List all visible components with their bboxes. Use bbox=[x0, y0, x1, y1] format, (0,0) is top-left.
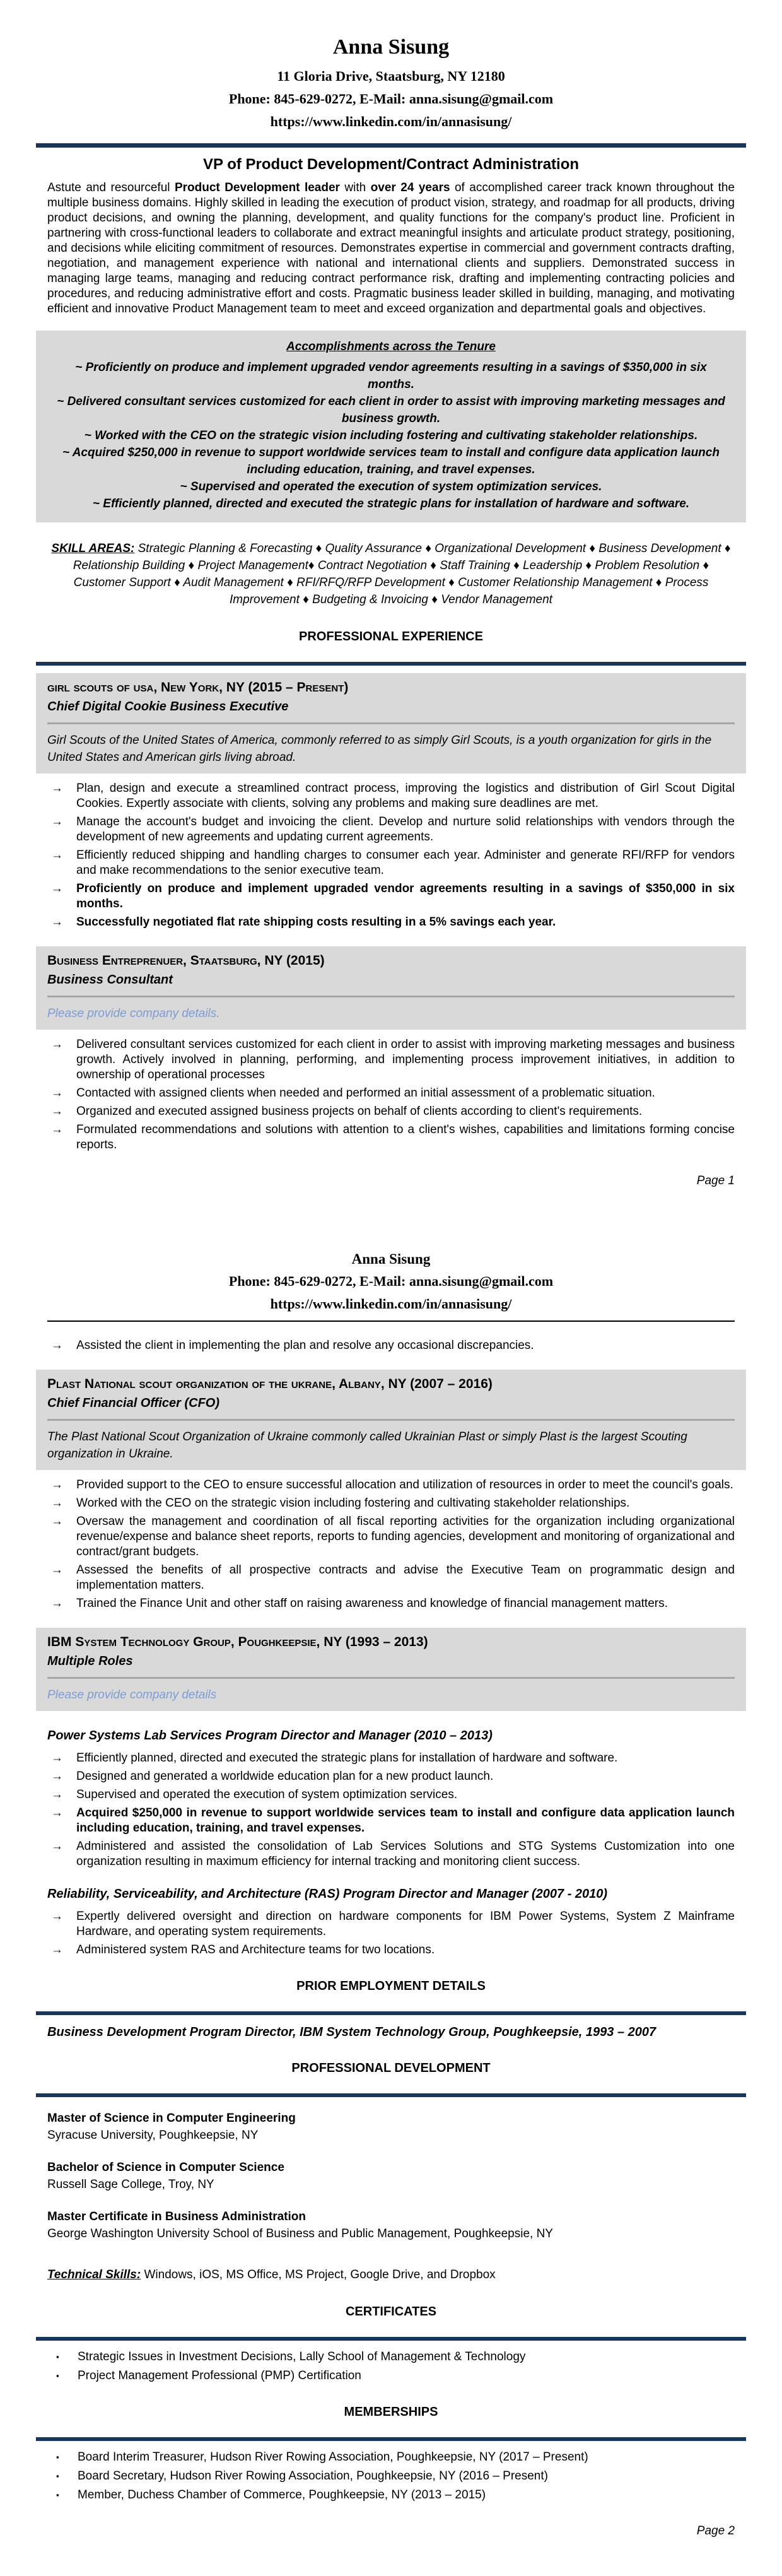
bullet-text: Efficiently planned, directed and executed the strategic plans for installation of hardware and software. bbox=[76, 1751, 618, 1765]
bullet-text: Successfully negotiated flat rate shipping costs resulting in a 5% savings each year. bbox=[76, 915, 556, 929]
resume-title: VP of Product Development/Contract Administration bbox=[202, 156, 580, 173]
bullet-item bbox=[47, 1787, 735, 1803]
summary-bold-run: Product Development leader bbox=[174, 181, 340, 194]
technical-skills-text: Windows, iOS, MS Office, MS Project, Google Drive, and Dropbox bbox=[141, 2268, 496, 2281]
accomplishments-box bbox=[36, 331, 746, 522]
memberships-list bbox=[47, 2450, 735, 2503]
education-entry bbox=[47, 2208, 735, 2242]
job-header-block bbox=[36, 1628, 746, 1711]
candidate-phone-email: Phone: 845-629-0272, E-Mail: anna.sisung@gmail.com bbox=[228, 91, 554, 107]
arrow-bullet-icon: → bbox=[51, 1806, 63, 1820]
education-degree: Bachelor of Science in Computer Science bbox=[47, 2161, 284, 2174]
education-school: Syracuse University, Poughkeepsie, NY bbox=[47, 2129, 259, 2142]
bullet-text: Assessed the benefits of all prospective contracts and advise the Executive Team on programmatic design and implementation matters. bbox=[76, 1563, 735, 1592]
job-header-block bbox=[36, 946, 746, 1030]
square-list-item bbox=[47, 2350, 735, 2365]
bullet-item bbox=[47, 1943, 735, 1958]
education-degree: Master of Science in Computer Engineering bbox=[47, 2112, 296, 2125]
accomplishments-title: Accomplishments across the Tenure bbox=[286, 340, 496, 353]
page1-header bbox=[47, 35, 735, 133]
job-header-divider bbox=[47, 1419, 735, 1421]
job-header-divider bbox=[47, 722, 735, 724]
bullet-item bbox=[47, 848, 735, 878]
bullet-item bbox=[47, 1751, 735, 1766]
bullet-item bbox=[47, 1086, 735, 1101]
summary-text-run: Astute and resourceful bbox=[47, 181, 175, 194]
square-bullet-icon: ▪ bbox=[56, 2352, 59, 2361]
job-section bbox=[47, 1628, 735, 1958]
arrow-bullet-icon: → bbox=[51, 1597, 63, 1610]
accomplishment-item: ~ Worked with the CEO on the strategic vision including fostering and cultivating stakeholder relationships. bbox=[84, 429, 698, 442]
job-organization: Business Entreprenuer, Staatsburg, NY (2015) bbox=[47, 953, 325, 968]
arrow-bullet-icon: → bbox=[51, 1840, 63, 1853]
subrole-title: Reliability, Serviceability, and Architecture (RAS) Program Director and Manager (2007 - 2010) bbox=[47, 1887, 608, 1901]
arrow-bullet-icon: → bbox=[51, 1038, 63, 1051]
bullet-item bbox=[47, 1037, 735, 1083]
bullet-text: Organized and executed assigned business projects on behalf of clients according to client's requirements. bbox=[76, 1105, 643, 1118]
education-entry bbox=[47, 2110, 735, 2144]
arrow-bullet-icon: → bbox=[51, 1943, 63, 1956]
bullet-item bbox=[47, 1104, 735, 1119]
job-header-block bbox=[36, 673, 746, 773]
summary-text-run: of accomplished career track known throughout the multiple business domains. Highly skilled in leading the execution of product vision, strategy, and roadmap for all products, driving product decisions, and owning the planning, development, and quality functions for the company's product line. Proficient in partnering with cross-functional leaders to collaborate and extract meaningful insights and articulate product strategy, positioning, and decisions while eliciting commitment of resources. Demonstrates expertise in commercial and government contracts drafting, negotiation, and management experience with national and international clients and suppliers. Demonstrated success in managing large teams, managing and reducing contract performance risk, drafting and implementing contracting policies and procedures, and reducing administrative effort and costs. Pragmatic business leader skilled in building, managing, and motivating efficient and innovative Product Management team to meet and exceed organization and departmental goals and objectives. bbox=[47, 181, 735, 315]
bullet-item bbox=[47, 1496, 735, 1511]
job-header-divider bbox=[47, 996, 735, 997]
arrow-bullet-icon: → bbox=[51, 849, 63, 862]
bullet-list bbox=[47, 781, 735, 930]
arrow-bullet-icon: → bbox=[51, 1910, 63, 1923]
arrow-bullet-icon: → bbox=[51, 1086, 63, 1100]
bullet-text: Designed and generated a worldwide education plan for a new product launch. bbox=[76, 1770, 494, 1783]
experience-jobs-page1 bbox=[47, 673, 735, 1153]
bullet-item bbox=[47, 1806, 735, 1836]
bullet-text: Formulated recommendations and solutions with attention to a client's wishes, capabilities and limitations forming concise reports. bbox=[76, 1123, 735, 1151]
navy-rule-memberships bbox=[36, 2437, 746, 2441]
education-school: Russell Sage College, Troy, NY bbox=[47, 2178, 214, 2191]
square-list-item bbox=[47, 2368, 735, 2384]
bullet-text: Trained the Finance Unit and other staff on raising awareness and knowledge of financial management matters. bbox=[76, 1597, 668, 1610]
job-company-description: The Plast National Scout Organization of Ukraine commonly called Ukrainian Plast or simply Plast is the largest Scouting organization in Ukraine. bbox=[47, 1430, 687, 1461]
bullet-text: Efficiently reduced shipping and handling charges to consumer each year. Administer and generate RFI/RFP for vendors and make recommendations to the senior executive team. bbox=[76, 849, 735, 877]
square-list-text: Board Interim Treasurer, Hudson River Rowing Association, Poughkeepsie, NY (2017 – Present) bbox=[78, 2450, 588, 2464]
arrow-bullet-icon: → bbox=[51, 882, 63, 895]
job-organization: Plast National scout organization of the ukrane, Albany, NY (2007 – 2016) bbox=[47, 1377, 493, 1391]
accomplishment-item: ~ Efficiently planned, directed and executed the strategic plans for installation of hardware and software. bbox=[92, 497, 690, 510]
bullet-text: Contacted with assigned clients when needed and performed an initial assessment of a problematic situation. bbox=[76, 1086, 655, 1100]
education-school: George Washington University School of Business and Public Management, Poughkeepsie, NY bbox=[47, 2227, 553, 2240]
square-list-item bbox=[47, 2488, 735, 2503]
accomplishments-list bbox=[51, 359, 731, 512]
square-list-text: Board Secretary, Hudson River Rowing Association, Poughkeepsie, NY (2016 – Present) bbox=[78, 2469, 548, 2483]
page2-header bbox=[47, 1249, 735, 1322]
bullet-text: Provided support to the CEO to ensure successful allocation and utilization of resources in order to meet the council's goals. bbox=[76, 1478, 733, 1491]
bullet-text: Oversaw the management and coordination of all fiscal reporting activities for the organization including organizational revenue/expense and balance sheet reports, reports to funding agencies, development and monitoring of organizational and contract/grant budgets. bbox=[76, 1515, 735, 1558]
candidate-name-page2: Anna Sisung bbox=[351, 1251, 431, 1267]
bullet-item bbox=[47, 915, 735, 930]
bullet-text: Supervised and operated the execution of system optimization services. bbox=[76, 1788, 458, 1801]
bullet-text: Assisted the client in implementing the plan and resolve any occasional discrepancies. bbox=[76, 1339, 534, 1352]
bullet-list bbox=[47, 1478, 735, 1611]
experience-jobs-page2 bbox=[47, 1370, 735, 1958]
section-title-professional-development: PROFESSIONAL DEVELOPMENT bbox=[291, 2061, 491, 2075]
technical-skills-line bbox=[47, 2266, 735, 2283]
skill-areas-label: SKILL AREAS: bbox=[51, 542, 135, 555]
section-title-professional-experience: PROFESSIONAL EXPERIENCE bbox=[299, 630, 483, 644]
summary-text-run: with bbox=[339, 181, 371, 194]
page1-footer: Page 1 bbox=[696, 1174, 735, 1187]
summary-paragraph bbox=[47, 180, 735, 317]
job-organization: girl scouts of usa, New York, NY (2015 – Present) bbox=[47, 680, 349, 695]
education-list bbox=[47, 2110, 735, 2242]
section-title-memberships: MEMBERSHIPS bbox=[344, 2405, 438, 2419]
square-list-item bbox=[47, 2469, 735, 2484]
navy-rule-prior-employment bbox=[36, 2011, 746, 2015]
education-degree: Master Certificate in Business Administration bbox=[47, 2210, 306, 2223]
bullet-item bbox=[47, 1338, 735, 1353]
candidate-name: Anna Sisung bbox=[332, 35, 450, 59]
square-bullet-icon: ▪ bbox=[56, 2490, 59, 2500]
job-company-description: Girl Scouts of the United States of America, commonly referred to as simply Girl Scouts, is a youth organization for girls in the United States and American girls living abroad. bbox=[47, 734, 712, 764]
bullet-text: Acquired $250,000 in revenue to support worldwide services team to install and configure data application launch including education, training, and travel expenses. bbox=[76, 1806, 735, 1835]
bullet-text: Administered system RAS and Architecture teams for two locations. bbox=[76, 1943, 435, 1956]
arrow-bullet-icon: → bbox=[51, 815, 63, 828]
arrow-bullet-icon: → bbox=[51, 1788, 63, 1801]
arrow-bullet-icon: → bbox=[51, 915, 63, 929]
job-header-divider bbox=[47, 1677, 735, 1679]
section-title-certificates: CERTIFICATES bbox=[345, 2305, 437, 2319]
subrole-title: Power Systems Lab Services Program Director and Manager (2010 – 2013) bbox=[47, 1729, 493, 1743]
arrow-bullet-icon: → bbox=[51, 1339, 63, 1352]
square-list-text: Project Management Professional (PMP) Certification bbox=[78, 2369, 361, 2382]
arrow-bullet-icon: → bbox=[51, 1515, 63, 1528]
job-section bbox=[47, 946, 735, 1153]
bullet-item bbox=[47, 1839, 735, 1869]
job-placeholder-note: Please provide company details. bbox=[47, 1007, 220, 1020]
job-role-title: Multiple Roles bbox=[47, 1654, 133, 1668]
arrow-bullet-icon: → bbox=[51, 1770, 63, 1783]
bullet-text: Plan, design and execute a streamlined contract process, improving the logistics and distribution of Girl Scout Digital Cookies. Expertly associate with clients, solving any problems and making sure deadlines are met. bbox=[76, 782, 735, 810]
square-list-text: Member, Duchess Chamber of Commerce, Poughkeepsie, NY (2013 – 2015) bbox=[78, 2488, 486, 2502]
arrow-bullet-icon: → bbox=[51, 1497, 63, 1510]
black-rule-page2 bbox=[47, 1320, 735, 1322]
bullet-item bbox=[47, 1514, 735, 1560]
navy-rule-professional-development bbox=[36, 2093, 746, 2097]
prior-employment-entry: Business Development Program Director, IBM System Technology Group, Poughkeepsie, 1993 – 2007 bbox=[47, 2025, 657, 2039]
section-title-prior-employment: PRIOR EMPLOYMENT DETAILS bbox=[296, 1979, 486, 1993]
bullet-item bbox=[47, 1769, 735, 1784]
job-organization: IBM System Technology Group, Poughkeepsie, NY (1993 – 2013) bbox=[47, 1635, 428, 1649]
bullet-text: Manage the account's budget and invoicing the client. Develop and nurture solid relationships with vendors through the development of new agreements and updating current agreements. bbox=[76, 815, 735, 844]
square-bullet-icon: ▪ bbox=[56, 2471, 59, 2481]
bullet-item bbox=[47, 1563, 735, 1593]
arrow-bullet-icon: → bbox=[51, 782, 63, 795]
accomplishment-item: ~ Supervised and operated the execution of system optimization services. bbox=[180, 480, 602, 493]
square-list-item bbox=[47, 2450, 735, 2465]
accomplishment-item: ~ Acquired $250,000 in revenue to support worldwide services team to install and configure data application launch including education, training, and travel expenses. bbox=[62, 446, 720, 476]
certificates-list bbox=[47, 2350, 735, 2384]
accomplishment-item: ~ Proficiently on produce and implement upgraded vendor agreements resulting in a savings of $350,000 in six months. bbox=[75, 361, 707, 391]
candidate-linkedin: https://www.linkedin.com/in/annasisung/ bbox=[270, 114, 512, 129]
arrow-bullet-icon: → bbox=[51, 1123, 63, 1136]
skill-areas-paragraph bbox=[47, 540, 735, 608]
bullet-item bbox=[47, 815, 735, 845]
job-role-title: Business Consultant bbox=[47, 973, 173, 987]
technical-skills-label: Technical Skills: bbox=[47, 2268, 141, 2281]
arrow-bullet-icon: → bbox=[51, 1563, 63, 1577]
bullet-item bbox=[47, 781, 735, 811]
bullet-item bbox=[47, 1122, 735, 1153]
job-header-block bbox=[36, 1370, 746, 1470]
bullet-list bbox=[47, 1338, 735, 1353]
bullet-item bbox=[47, 1478, 735, 1493]
accomplishment-item: ~ Delivered consultant services customized for each client in order to assist with improving marketing messages and business growth. bbox=[57, 395, 725, 425]
bullet-text: Expertly delivered oversight and direction on hardware components for IBM Power Systems, System Z Mainframe Hardware, and operating system requirements. bbox=[76, 1910, 735, 1938]
bullet-text: Administered and assisted the consolidation of Lab Services Solutions and STG Systems Customization into one organization resulting in maximum efficiency for internal tracking and monitoring client success. bbox=[76, 1840, 735, 1868]
bullet-item bbox=[47, 1909, 735, 1939]
square-bullet-icon: ▪ bbox=[56, 2452, 59, 2462]
square-bullet-icon: ▪ bbox=[56, 2371, 59, 2380]
job-role-title: Chief Digital Cookie Business Executive bbox=[47, 700, 289, 714]
candidate-phone-email-page2: Phone: 845-629-0272, E-Mail: anna.sisung@gmail.com bbox=[228, 1273, 554, 1289]
arrow-bullet-icon: → bbox=[51, 1478, 63, 1491]
job-section bbox=[47, 1370, 735, 1611]
job-placeholder-note: Please provide company details bbox=[47, 1688, 217, 1702]
bullet-text: Worked with the CEO on the strategic vision including fostering and cultivating stakeholder relationships. bbox=[76, 1497, 630, 1510]
arrow-bullet-icon: → bbox=[51, 1105, 63, 1118]
education-entry bbox=[47, 2159, 735, 2193]
bullet-text: Delivered consultant services customized for each client in order to assist with improving marketing messages and business growth. Actively involved in planning, performing, and implementing process improvement initiatives, in addition to ownership of operational processes bbox=[76, 1038, 735, 1081]
candidate-linkedin-page2: https://www.linkedin.com/in/annasisung/ bbox=[270, 1296, 512, 1312]
summary-bold-run: over 24 years bbox=[370, 181, 450, 194]
job-section bbox=[47, 673, 735, 930]
skill-areas-text: Strategic Planning & Forecasting ♦ Quality Assurance ♦ Organizational Development ♦ Business Development ♦ Relationship Building ♦ Project Management♦ Contract Negotiation ♦ Staff Training ♦ Leadership ♦ Problem Resolution ♦ Customer Support ♦ Audit Management ♦ RFI/RFQ/RFP Development ♦ Customer Relationship Management ♦ Process Improvement ♦ Budgeting & Invoicing ♦ Vendor Management bbox=[73, 542, 731, 606]
square-list-text: Strategic Issues in Investment Decisions, Lally School of Management & Technology bbox=[78, 2350, 526, 2363]
bullet-list bbox=[47, 1751, 735, 1869]
page2-footer: Page 2 bbox=[696, 2524, 735, 2538]
bullet-item bbox=[47, 881, 735, 912]
navy-rule-certificates bbox=[36, 2337, 746, 2341]
candidate-address: 11 Gloria Drive, Staatsburg, NY 12180 bbox=[277, 68, 505, 84]
bullet-list bbox=[47, 1037, 735, 1153]
bullet-text: Proficiently on produce and implement upgraded vendor agreements resulting in a savings of $350,000 in six months. bbox=[76, 882, 735, 910]
bullet-list bbox=[47, 1909, 735, 1958]
arrow-bullet-icon: → bbox=[51, 1751, 63, 1765]
navy-rule-top bbox=[36, 143, 746, 148]
experience-continuation-bullets bbox=[47, 1338, 735, 1353]
bullet-item bbox=[47, 1596, 735, 1611]
job-role-title: Chief Financial Officer (CFO) bbox=[47, 1396, 219, 1410]
navy-rule-experience bbox=[36, 662, 746, 666]
